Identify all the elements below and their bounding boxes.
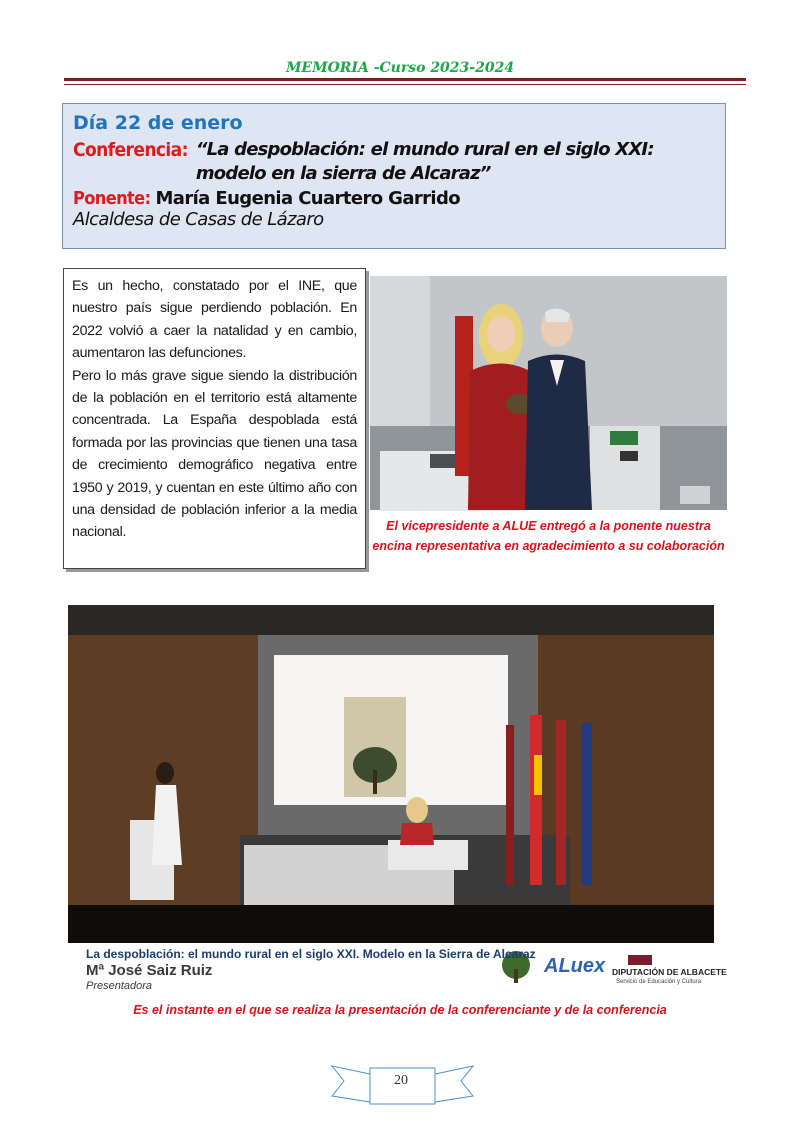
speaker-name: María Eugenia Cuartero Garrido xyxy=(155,188,461,209)
diputacion-logo-subtitle: Servicio de Educación y Cultura xyxy=(616,979,702,985)
header-rule-thin xyxy=(64,84,746,85)
award-photo-caption: El vicepresidente a ALUE entregó a la ponente nuestra encina representativa en agradecimiento a su colaboración xyxy=(372,519,725,553)
lower-third-banner xyxy=(68,943,727,997)
conference-line xyxy=(73,138,715,186)
auditorium-photo xyxy=(68,605,727,997)
banner-title: La despoblación: el mundo rural en el siglo XXI. Modelo en la Sierra de Alcaraz xyxy=(86,947,536,961)
speaker-line xyxy=(73,188,715,209)
banner-role: Presentadora xyxy=(86,980,153,992)
conference-label: Conferencia: xyxy=(73,139,188,161)
banner-name: Mª José Saiz Ruiz xyxy=(86,962,213,979)
summary-paragraph-1: Es un hecho, constatado por el INE, que nuestro país sigue perdiendo población. En 2022 volvió a caer la natalidad y en cambio, aumentaron las defunciones. xyxy=(72,278,357,362)
diputacion-logo: DIPUTACIÓN DE ALBACETE xyxy=(612,967,727,977)
page-number: 20 xyxy=(394,1073,408,1088)
speaker-role: Alcaldesa de Casas de Lázaro xyxy=(73,209,324,230)
auditorium-illustration xyxy=(68,605,714,997)
event-info-box xyxy=(62,103,726,249)
auditorium-photo-caption: Es el instante en el que se realiza la presentación de la conferenciante y de la conferencia xyxy=(133,1003,667,1017)
award-photo xyxy=(370,276,727,510)
event-date: Día 22 de enero xyxy=(73,112,243,134)
summary-paragraph-2: Pero lo más grave sigue siendo la distribución de la población en el territorio está altamente concentrada. La España despoblada está formada por las provincias que tienen una tasa de crecimiento demográfico negativa entre 1950 y 2019, y cuentan en este último año con una densidad de población inferior a la media nacional. xyxy=(72,367,357,541)
summary-text-box xyxy=(63,268,366,569)
speaker-label: Ponente: xyxy=(73,188,151,209)
award-photo-illustration xyxy=(370,276,727,510)
page-header-title: MEMORIA -Curso 2023-2024 xyxy=(285,60,515,76)
conference-title: “La despoblación: el mundo rural en el siglo XXI: modelo en la sierra de Alcaraz” xyxy=(195,139,654,184)
alue-logo: ALuex xyxy=(544,955,606,977)
header-rule xyxy=(64,78,746,81)
